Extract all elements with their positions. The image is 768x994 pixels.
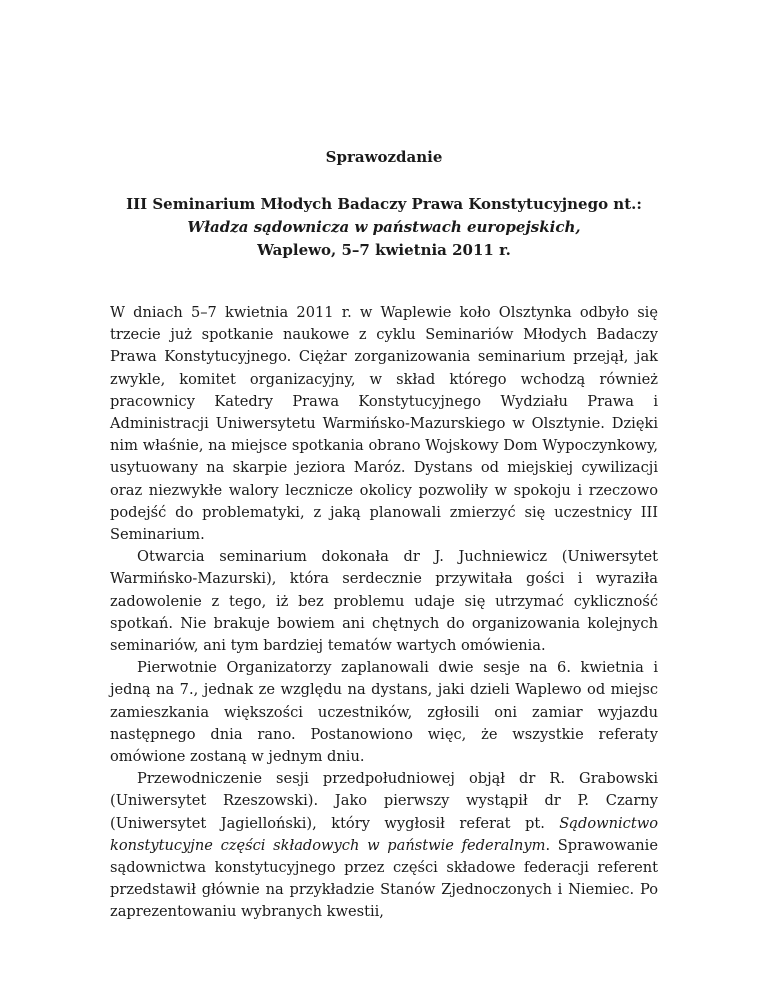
report-body: [110, 302, 658, 924]
paragraph-4-start: Przewodniczenie sesji przedpołudniowej objął dr R. Grabowski (Uniwersytet Rzeszowski). Jako pierwszy wystąpił dr P. Czarny (Uniwersytet Jagielloński), który wygłosił referat pt.: [110, 770, 658, 832]
title-line-3: Waplewo, 5–7 kwietnia 2011 r.: [257, 241, 511, 259]
title-line-2: Władza sądownicza w państwach europejskich,: [187, 218, 581, 236]
paper-title-italic: Sądownictwo konstytucyjne części składowych w państwie federalnym: [110, 814, 658, 854]
report-title: [0, 193, 768, 262]
section-label: Sprawozdanie: [325, 148, 443, 166]
title-line-1: III Seminarium Młodych Badaczy Prawa Konstytucyjnego nt.:: [126, 195, 642, 213]
paragraph-1: W dniach 5–7 kwietnia 2011 r. w Waplewie koło Olsztynka odbyło się trzecie już spotkanie naukowe z cyklu Seminariów Młodych Badaczy Prawa Konstytucyjnego. Ciężar zorganizowania seminarium przejął, jak zwykle, komitet organizacyjny, w skład którego wchodzą również pracownicy Katedry Prawa Konstytucyjnego Wydziału Prawa i Administracji Uniwersytetu Warmińsko-Mazurskiego w Olsztynie. Dzięki nim właśnie, na miejsce spotkania obrano Wojskowy Dom Wypoczynkowy, usytuowany na skarpie jeziora Maróz. Dystans od miejskiej cywilizacji oraz niezwykłe walory lecznicze okolicy pozwoliły w spokoju i rzeczowo podejść do problematyki, z jaką planowali zmierzyć się uczestnicy III Seminarium.: [110, 304, 658, 544]
paragraph-4: [110, 768, 658, 923]
paragraph-3: Pierwotnie Organizatorzy zaplanowali dwie sesje na 6. kwietnia i jedną na 7., jednak ze względu na dystans, jaki dzieli Waplewo od miejsc zamieszkania większości uczestników, zgłosili oni zamiar wyjazdu następnego dnia rano. Postanowiono więc, że wszystkie referaty omówione zostaną w jednym dniu.: [110, 659, 658, 766]
paragraph-2: Otwarcia seminarium dokonała dr J. Juchniewicz (Uniwersytet Warmińsko-Mazurski), która serdecznie przywitała gości i wyraziła zadowolenie z tego, iż bez problemu udaje się utrzymać cykliczność spotkań. Nie brakuje bowiem ani chętnych do organizowania kolejnych seminariów, ani tym bardziej tematów wartych omówienia.: [110, 548, 658, 655]
paragraph-4-end: . Sprawowanie sądownictwa konstytucyjnego przez części składowe federacji referent przedstawił głównie na przykładzie Stanów Zjednoczonych i Niemiec. Po zaprezentowaniu wybranych kwestii,: [110, 836, 658, 921]
